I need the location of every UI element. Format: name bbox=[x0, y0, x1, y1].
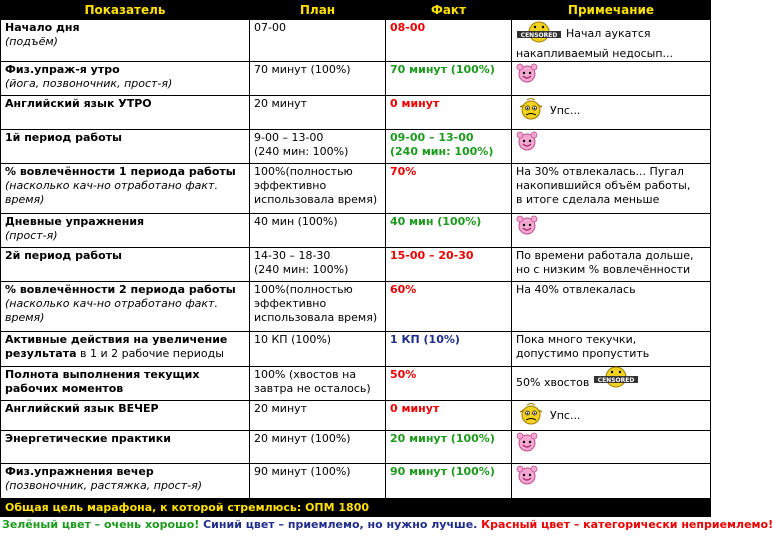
indicator-title: Дневные упражнения bbox=[5, 215, 145, 228]
note-cell bbox=[512, 20, 711, 62]
column-header-fact: Факт bbox=[386, 1, 512, 20]
pink-smiley-icon bbox=[516, 131, 538, 155]
legend-green: Зелёный цвет – очень хорошо! bbox=[2, 518, 200, 531]
indicator-subtitle: (прост-я) bbox=[5, 229, 58, 242]
plan-cell bbox=[250, 401, 386, 431]
indicator-cell bbox=[1, 164, 250, 214]
plan-value: 40 мин (100%) bbox=[254, 215, 338, 228]
fact-cell bbox=[386, 431, 512, 464]
plan-cell bbox=[250, 20, 386, 62]
table-row bbox=[1, 130, 711, 164]
plan-value: (240 мин: 100%) bbox=[254, 263, 349, 276]
column-header-plan: План bbox=[250, 1, 386, 20]
indicator-title: Физ.упражнения вечер bbox=[5, 465, 154, 478]
plan-value: 70 минут (100%) bbox=[254, 63, 351, 76]
indicator-title: Активные действия на увеличение результата bbox=[5, 333, 228, 360]
table-row bbox=[1, 62, 711, 96]
indicator-subtitle: (позвоночник, растяжка, прост-я) bbox=[5, 479, 202, 492]
plan-value: завтра не осталось) bbox=[254, 382, 371, 395]
fact-cell bbox=[386, 248, 512, 282]
indicator-cell bbox=[1, 20, 250, 62]
table-row bbox=[1, 431, 711, 464]
table-header-row bbox=[1, 1, 711, 20]
indicator-cell bbox=[1, 367, 250, 401]
plan-cell bbox=[250, 464, 386, 499]
indicator-cell bbox=[1, 431, 250, 464]
note-cell bbox=[512, 130, 711, 164]
plan-cell bbox=[250, 332, 386, 367]
fact-value: 15-00 – 20-30 bbox=[390, 249, 474, 262]
plan-value: 20 минут bbox=[254, 97, 308, 110]
pink-smiley-icon bbox=[516, 432, 538, 456]
note-cell bbox=[512, 62, 711, 96]
svg-text:CENSORED: CENSORED bbox=[597, 376, 635, 384]
censored-smiley-icon bbox=[516, 21, 562, 47]
table-row bbox=[1, 332, 711, 367]
indicator-cell bbox=[1, 401, 250, 431]
table-row bbox=[1, 96, 711, 130]
table-row bbox=[1, 164, 711, 214]
column-header-note: Примечание bbox=[512, 1, 711, 20]
fact-value: 70 минут (100%) bbox=[390, 63, 495, 76]
note-text: Начал аукатся bbox=[566, 27, 651, 40]
indicator-title: 1й период работы bbox=[5, 131, 122, 144]
fact-cell bbox=[386, 130, 512, 164]
note-text: Упс... bbox=[550, 409, 581, 422]
note-text: На 40% отвлекалась bbox=[516, 283, 636, 296]
plan-value: 100% (хвостов на bbox=[254, 368, 357, 381]
indicator-cell bbox=[1, 282, 250, 332]
pink-smiley-icon bbox=[516, 465, 538, 489]
fact-value: 90 минут (100%) bbox=[390, 465, 495, 478]
plan-value: эффективно bbox=[254, 179, 327, 192]
table-row bbox=[1, 464, 711, 499]
fact-cell bbox=[386, 401, 512, 431]
note-cell bbox=[512, 464, 711, 499]
note-text: допустимо пропустить bbox=[516, 347, 650, 360]
column-header-indicator: Показатель bbox=[1, 1, 250, 20]
table-row bbox=[1, 367, 711, 401]
indicator-title: Полнота выполнения текущих рабочих моментов bbox=[5, 368, 200, 395]
indicator-title: Физ.упраж-я утро bbox=[5, 63, 120, 76]
table-row bbox=[1, 20, 711, 62]
confused-smiley-icon bbox=[516, 97, 546, 125]
note-cell bbox=[512, 214, 711, 248]
plan-cell bbox=[250, 96, 386, 130]
indicator-title: % вовлечённости 2 периода работы bbox=[5, 283, 236, 296]
indicator-cell bbox=[1, 464, 250, 499]
note-cell bbox=[512, 401, 711, 431]
fact-cell bbox=[386, 332, 512, 367]
fact-cell bbox=[386, 20, 512, 62]
plan-value: 10 КП (100%) bbox=[254, 333, 332, 346]
indicator-subtitle: в 1 и 2 рабочие периоды bbox=[80, 347, 224, 360]
plan-value: 20 минут (100%) bbox=[254, 432, 351, 445]
confused-smiley-icon bbox=[516, 402, 546, 430]
plan-value: 07-00 bbox=[254, 21, 286, 34]
plan-cell bbox=[250, 214, 386, 248]
goal-row bbox=[1, 499, 711, 517]
fact-value: 09-00 – 13-00 bbox=[390, 131, 474, 144]
plan-value: 90 минут (100%) bbox=[254, 465, 351, 478]
fact-value: 50% bbox=[390, 368, 417, 381]
note-text: в итоге сделала меньше bbox=[516, 193, 660, 206]
legend-red: Красный цвет – категорически неприемлемо! bbox=[477, 518, 773, 531]
fact-value: 40 мин (100%) bbox=[390, 215, 482, 228]
indicator-title: Энергетические практики bbox=[5, 432, 171, 445]
indicator-title: Английский язык ВЕЧЕР bbox=[5, 402, 159, 415]
plan-value: эффективно bbox=[254, 297, 327, 310]
pink-smiley-icon bbox=[516, 63, 538, 87]
note-text: Пока много текучки, bbox=[516, 333, 637, 346]
note-cell bbox=[512, 332, 711, 367]
indicator-title: 2й период работы bbox=[5, 249, 122, 262]
note-cell bbox=[512, 367, 711, 401]
fact-cell bbox=[386, 464, 512, 499]
indicator-cell bbox=[1, 332, 250, 367]
note-cell bbox=[512, 282, 711, 332]
fact-cell bbox=[386, 164, 512, 214]
plan-cell bbox=[250, 130, 386, 164]
note-text: накопившийся объём работы, bbox=[516, 179, 691, 192]
note-text: На 30% отвлекалась... Пугал bbox=[516, 165, 684, 178]
table-row bbox=[1, 214, 711, 248]
plan-value: использовала время) bbox=[254, 311, 378, 324]
plan-value: (240 мин: 100%) bbox=[254, 145, 349, 158]
note-cell bbox=[512, 431, 711, 464]
fact-value: 60% bbox=[390, 283, 417, 296]
legend-blue: Синий цвет – приемлемо, но нужно лучше. bbox=[199, 518, 478, 531]
fact-value: 20 минут (100%) bbox=[390, 432, 495, 445]
indicator-cell bbox=[1, 130, 250, 164]
indicator-subtitle: (насколько кач-но отработано факт. время) bbox=[5, 297, 218, 324]
indicator-title: % вовлечённости 1 периода работы bbox=[5, 165, 236, 178]
plan-value: использовала время) bbox=[254, 193, 378, 206]
plan-value: 100%(полностью bbox=[254, 165, 353, 178]
indicator-cell bbox=[1, 248, 250, 282]
fact-value: 0 минут bbox=[390, 97, 440, 110]
plan-value: 20 минут bbox=[254, 402, 308, 415]
plan-cell bbox=[250, 431, 386, 464]
fact-value: 08-00 bbox=[390, 21, 426, 34]
indicator-title: Начало дня bbox=[5, 21, 80, 34]
note-cell bbox=[512, 164, 711, 214]
fact-value: 0 минут bbox=[390, 402, 440, 415]
fact-value: 70% bbox=[390, 165, 417, 178]
indicator-subtitle: (подъём) bbox=[5, 35, 58, 48]
indicator-title: Английский язык УТРО bbox=[5, 97, 152, 110]
note-text: накапливаемый недосып... bbox=[516, 47, 674, 60]
fact-cell bbox=[386, 214, 512, 248]
indicator-subtitle: (насколько кач-но отработано факт. время) bbox=[5, 179, 218, 206]
table-row bbox=[1, 401, 711, 431]
plan-cell bbox=[250, 62, 386, 96]
fact-cell bbox=[386, 282, 512, 332]
table-row bbox=[1, 282, 711, 332]
fact-value: 1 КП (10%) bbox=[390, 333, 460, 346]
fact-cell bbox=[386, 367, 512, 401]
note-text: но с низким % вовлечённости bbox=[516, 263, 691, 276]
note-cell bbox=[512, 96, 711, 130]
fact-cell bbox=[386, 96, 512, 130]
goal-text: Общая цель марафона, к которой стремлюсь: ОПМ 1800 bbox=[1, 499, 711, 517]
note-text: По времени работала дольше, bbox=[516, 249, 694, 262]
plan-cell bbox=[250, 248, 386, 282]
indicator-cell bbox=[1, 62, 250, 96]
plan-value: 14-30 – 18-30 bbox=[254, 249, 331, 262]
plan-cell bbox=[250, 282, 386, 332]
note-cell bbox=[512, 248, 711, 282]
color-legend bbox=[2, 515, 773, 535]
plan-cell bbox=[250, 164, 386, 214]
plan-value: 9-00 – 13-00 bbox=[254, 131, 324, 144]
indicator-cell bbox=[1, 214, 250, 248]
censored-smiley-icon bbox=[593, 366, 639, 392]
plan-cell bbox=[250, 367, 386, 401]
indicator-subtitle: (йога, позвоночник, прост-я) bbox=[5, 77, 173, 90]
fact-cell bbox=[386, 62, 512, 96]
plan-value: 100%(полностью bbox=[254, 283, 353, 296]
indicator-cell bbox=[1, 96, 250, 130]
table-row bbox=[1, 248, 711, 282]
pink-smiley-icon bbox=[516, 215, 538, 239]
fact-value: (240 мин: 100%) bbox=[390, 145, 494, 158]
note-text: Упс... bbox=[550, 104, 581, 117]
note-text: 50% хвостов bbox=[516, 376, 590, 389]
svg-text:CENSORED: CENSORED bbox=[520, 31, 558, 39]
